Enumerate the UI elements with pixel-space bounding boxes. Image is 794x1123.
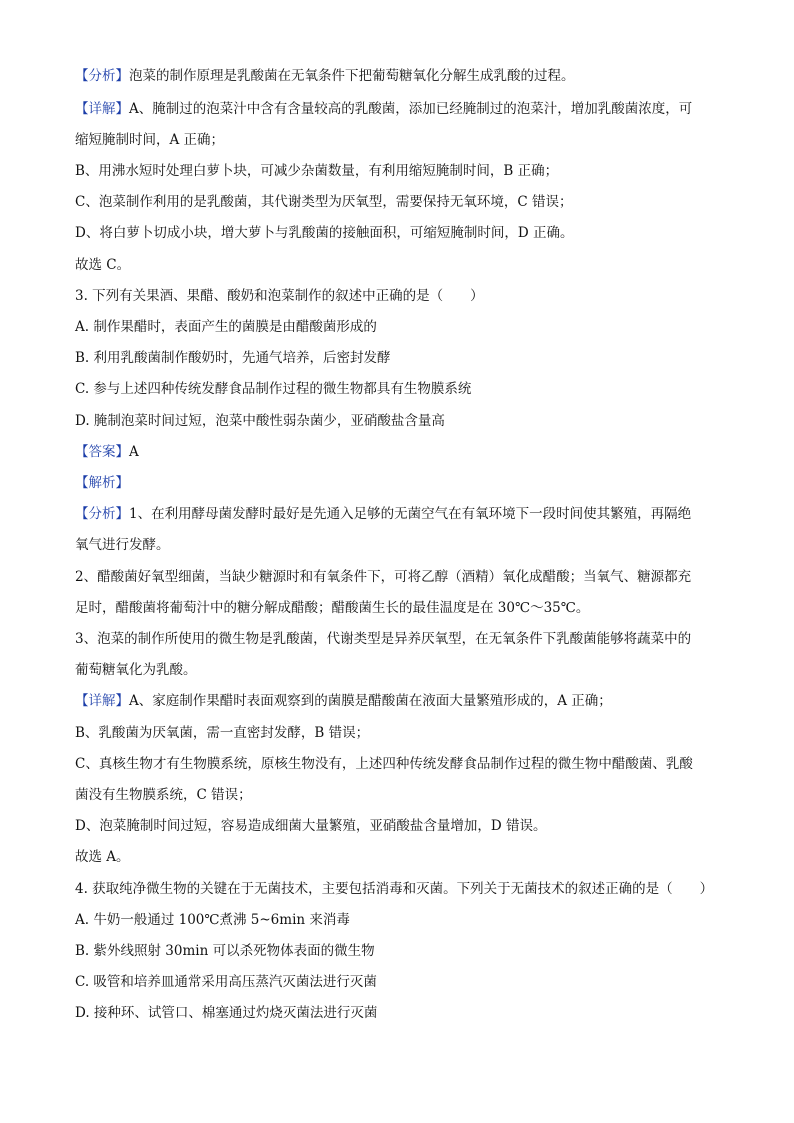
q3-option-b: B. 利用乳酸菌制作酸奶时，先通气培养，后密封发酵 [75,350,391,366]
analysis-tag: 【分析】 [75,68,129,84]
q3-analysis-3: 3、泡菜的制作所使用的微生物是乳酸菌，代谢类型是异养厌氧型，在无氧条件下乳酸菌能够将蔬菜中的 [75,631,692,647]
q2-detail-a-cont: 缩短腌制时间，A 正确； [75,132,225,148]
analysis-tag: 【分析】 [75,506,129,522]
q3-analysis-2: 2、醋酸菌好氧型细菌，当缺少糖源时和有氧条件下，可将乙醇（酒精）氧化成醋酸；当氧气、糖源都充 [75,569,692,585]
q2-detail-b: B、用沸水短时处理白萝卜块，可减少杂菌数量，有利用缩短腌制时间，B 正确； [75,163,559,179]
detail-tag: 【详解】 [75,101,129,117]
q2-detail-a: 【详解】A、腌制过的泡菜汁中含有含量较高的乳酸菌，添加已经腌制过的泡菜汁，增加乳酸菌浓度，可 [75,101,693,117]
q3-detail-c-cont: 菌没有生物膜系统，C 错误； [75,787,252,803]
q2-detail-c: C、泡菜制作利用的是乳酸菌，其代谢类型为厌氧型，需要保持无氧环境，C 错误； [75,194,573,210]
q3-detail-c: C、真核生物才有生物膜系统，原核生物没有，上述四种传统发酵食品制作过程的微生物中醋酸菌、乳酸 [75,756,693,772]
q2-analysis: 【分析】泡菜的制作原理是乳酸菌在无氧条件下把葡萄糖氧化分解生成乳酸的过程。 [75,68,575,84]
q3-detail-b: B、乳酸菌为厌氧菌，需一直密封发酵，B 错误； [75,725,370,741]
q4-stem: 4. 获取纯净微生物的关键在于无菌技术，主要包括消毒和灭菌。下列关于无菌技术的叙述正确的是（ ） [75,881,714,897]
q3-option-d: D. 腌制泡菜时间过短，泡菜中酸性弱杂菌少，亚硝酸盐含量高 [75,413,445,429]
q3-conclusion: 故选 A。 [75,849,130,865]
q3-analysis-1-cont: 氧气进行发酵。 [75,537,170,553]
q3-option-c: C. 参与上述四种传统发酵食品制作过程的微生物都具有生物膜系统 [75,381,472,397]
q2-detail-d: D、将白萝卜切成小块，增大萝卜与乳酸菌的接触面积，可缩短腌制时间，D 正确。 [75,225,574,241]
q3-analysis-1: 【分析】1、在利用酵母菌发酵时最好是先通入足够的无菌空气在有氧环境下一段时间使其繁殖，再隔绝 [75,506,692,522]
q3-explain-heading [75,473,734,493]
q3-option-a: A. 制作果醋时，表面产生的菌膜是由醋酸菌形成的 [75,319,377,335]
q4-option-a: A. 牛奶一般通过 100℃煮沸 5~6min 来消毒 [75,912,350,928]
answer-tag: 【答案】 [75,444,129,460]
explain-tag: 【解析】 [75,475,129,491]
q3-detail-d: D、泡菜腌制时间过短，容易造成细菌大量繁殖，亚硝酸盐含量增加，D 错误。 [75,818,547,834]
q4-option-c: C. 吸管和培养皿通常采用高压蒸汽灭菌法进行灭菌 [75,974,377,990]
q3-analysis-3-cont: 葡萄糖氧化为乳酸。 [75,662,197,678]
q4-option-b: B. 紫外线照射 30min 可以杀死物体表面的微生物 [75,943,375,959]
q2-conclusion: 故选 C。 [75,257,131,273]
q3-detail-a: 【详解】A、家庭制作果醋时表面观察到的菌膜是醋酸菌在液面大量繁殖形成的，A 正确； [75,693,612,709]
q3-analysis-2-cont: 足时，醋酸菌将葡萄汁中的糖分解成醋酸；醋酸菌生长的最佳温度是在 30℃～35℃。 [75,600,590,616]
q3-stem: 3. 下列有关果酒、果醋、酸奶和泡菜制作的叙述中正确的是（ ） [75,288,484,304]
q3-answer: 【答案】A [75,444,139,460]
detail-tag: 【详解】 [75,693,129,709]
q4-option-d: D. 接种环、试管口、棉塞通过灼烧灭菌法进行灭菌 [75,1005,378,1021]
